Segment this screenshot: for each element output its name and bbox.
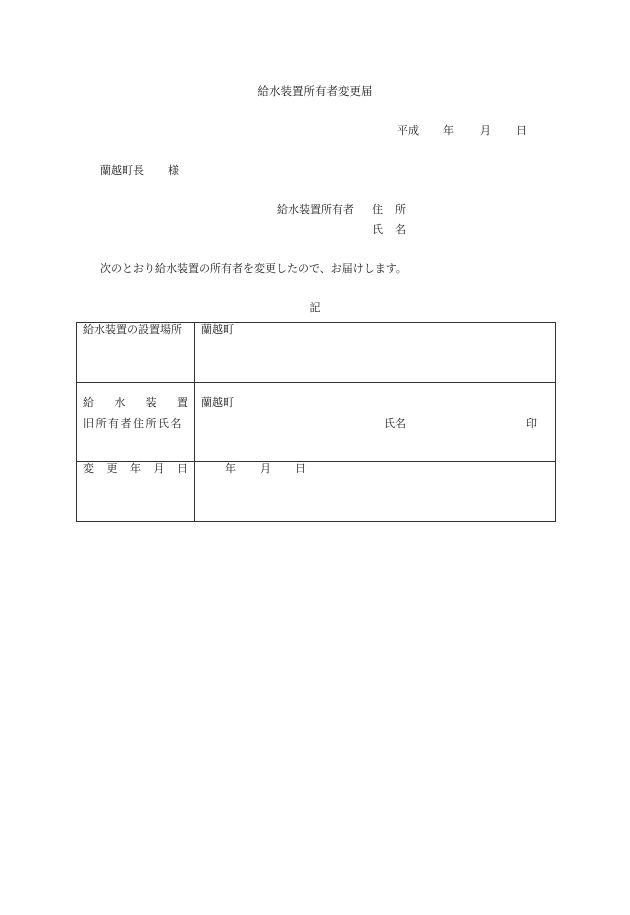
applicant-name-label [372,223,406,237]
change-date-label [83,462,188,476]
table-row-change-date [77,462,556,522]
change-date-day-label: 日 [295,462,306,475]
seal-label: 印 [526,417,537,430]
previous-owner-address: 蘭越町 [201,396,234,409]
applicant-address-label [372,203,406,217]
previous-owner-name-label: 氏名 [384,417,406,430]
name-label-char-1: 氏 [372,223,383,236]
change-date-year-label: 年 [225,462,236,475]
label-char: 給 [83,396,94,409]
date-month-label: 月 [480,124,491,137]
address-label-char-2: 所 [395,203,406,216]
label-char: 更 [106,462,118,475]
previous-owner-label-cell [77,383,195,462]
location-value: 蘭越町 [201,323,234,336]
address-label-char-1: 住 [372,203,383,216]
addressee-honorific: 様 [168,164,179,177]
change-date-month-label: 月 [260,462,271,475]
date-day-label: 日 [516,124,527,137]
location-label: 給水装置の設置場所 [83,323,182,336]
applicant-role: 給水装置所有者 [277,203,354,216]
label-char: 置 [176,396,188,409]
addressee [100,164,179,178]
label-char: 装 [145,396,157,409]
body-text: 次のとおり給水装置の所有者を変更したので、お届けします。 [100,262,407,275]
location-label-cell [77,323,195,383]
location-value-cell[interactable] [195,323,556,383]
ki-heading: 記 [309,301,321,314]
addressee-name: 蘭越町長 [100,164,144,177]
label-char: 年 [130,462,141,475]
date-era: 平成 [397,124,419,137]
table-row-location [77,323,556,383]
previous-owner-label-line2: 旧所有者住所氏名 [83,417,183,430]
previous-owner-value-cell[interactable] [195,383,556,462]
previous-owner-label-line1 [83,396,188,410]
label-char: 変 [83,462,94,475]
change-date-label-cell [77,462,195,522]
change-date-value-cell[interactable] [195,462,556,522]
label-char: 月 [153,462,165,475]
form-table [76,322,556,522]
name-label-char-2: 名 [395,223,406,236]
document-title: 給水装置所有者変更届 [257,84,373,98]
label-char: 水 [114,396,126,409]
date-year-label: 年 [443,124,454,137]
label-char: 日 [177,462,188,475]
table-row-previous-owner [77,383,556,462]
